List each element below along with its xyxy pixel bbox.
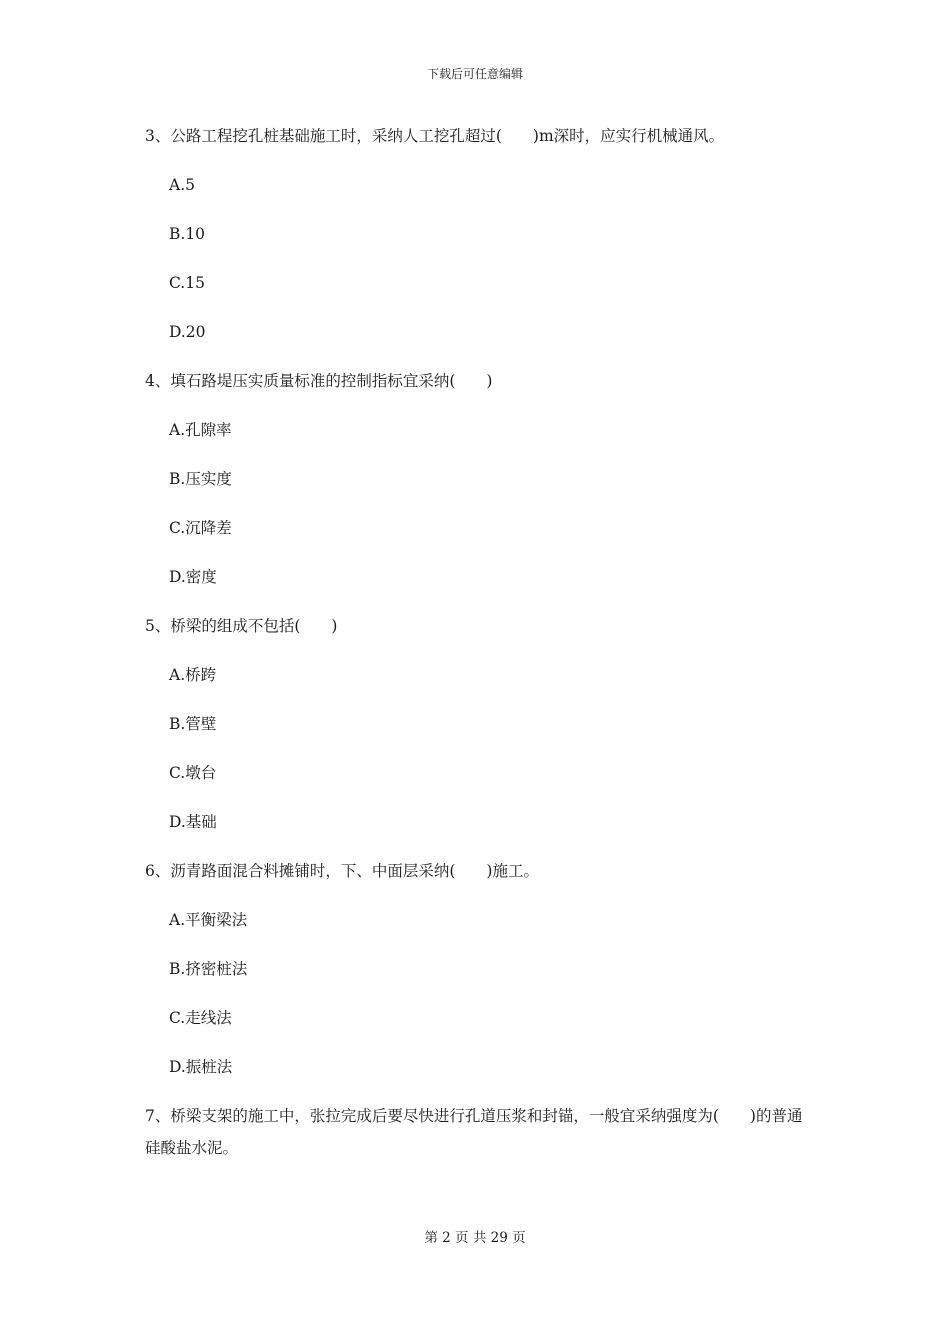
question-5-stem: 5、桥梁的组成不包括( ) <box>145 617 338 635</box>
question-3-option-c: C.15 <box>169 274 205 292</box>
question-6-option-a: A.平衡梁法 <box>169 911 248 929</box>
question-7-stem: 7、桥梁支架的施工中，张拉完成后要尽快进行孔道压浆和封锚，一般宜采纳强度为( )的普通硅酸盐水泥。 <box>145 1107 803 1157</box>
question-4-option-b: B.压实度 <box>169 470 232 488</box>
question-5-option-b: B.管壁 <box>169 715 217 733</box>
question-4-option-d: D.密度 <box>169 568 217 586</box>
question-3-option-d: D.20 <box>169 323 206 341</box>
question-5-option-a: A.桥跨 <box>169 666 217 684</box>
question-6-option-b: B.挤密桩法 <box>169 960 248 978</box>
page-footer: 第 2 页 共 29 页 <box>424 1230 526 1246</box>
question-list <box>145 124 815 1189</box>
question-4-option-a: A.孔隙率 <box>169 421 232 439</box>
question-4-stem: 4、填石路堤压实质量标准的控制指标宜采纳( ) <box>145 372 493 390</box>
question-3-option-b: B.10 <box>169 225 206 243</box>
question-3-option-a: A.5 <box>169 176 195 194</box>
question-6-stem: 6、沥青路面混合料摊铺时，下、中面层采纳( )施工。 <box>145 862 539 880</box>
question-6-option-d: D.振桩法 <box>169 1058 233 1076</box>
question-3-stem: 3、公路工程挖孔桩基础施工时，采纳人工挖孔超过( )m深时，应实行机械通风。 <box>145 127 725 145</box>
page-header: 下载后可任意编辑 <box>426 67 523 81</box>
question-4-option-c: C.沉降差 <box>169 519 232 537</box>
question-6-option-c: C.走线法 <box>169 1009 232 1027</box>
question-5-option-c: C.墩台 <box>169 764 217 782</box>
question-5-option-d: D.基础 <box>169 813 217 831</box>
